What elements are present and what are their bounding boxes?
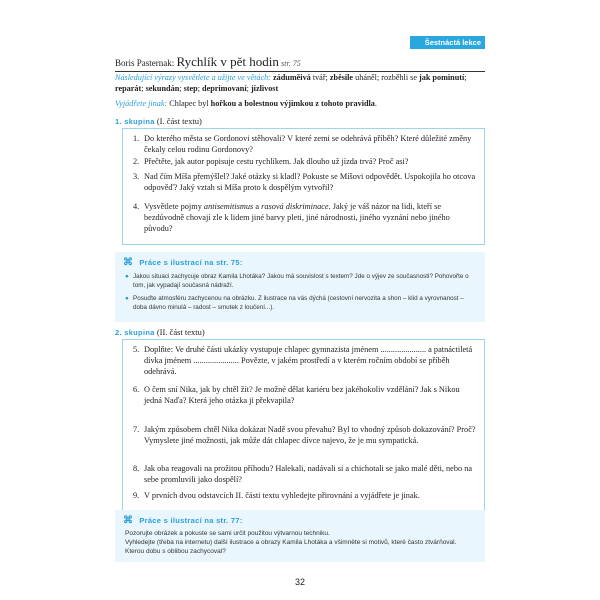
lesson-tag: Šestnáctá lekce — [410, 36, 485, 49]
author: Boris Pasternak: — [115, 58, 175, 68]
vocab-sep: ; — [464, 73, 467, 82]
bullet-icon: ● — [125, 295, 129, 302]
question-text: Jakým způsobem chtěl Nika dokázat Nadě svou převahu? Byl to vhodný způsob dokazování? Proč? Vymyslete jiné možnosti, jak může dát chlapec dívce najevo, že je mu sympatická. — [144, 425, 476, 445]
illustration-heading-text: Práce s ilustrací na str. 77: — [139, 516, 243, 525]
question-number: 7. — [133, 425, 140, 434]
question-number: 6. — [133, 385, 140, 394]
group2-label: 2. skupina — [115, 328, 155, 337]
group1-label: 1. skupina — [115, 117, 155, 126]
vocab-sep: ; — [246, 84, 251, 93]
question-text: Přečtěte, jak autor popisuje cestu rychlíkem. Jak dlouho už jízda trvá? Proč asi? — [144, 157, 409, 166]
group2-part: (II. část textu) — [154, 327, 205, 337]
command-icon: ⌘ — [123, 515, 134, 526]
question-text: Jak oba reagovali na prožitou příhodu? Halekali, nadávali si a chichotali se jako malé děti, nebo na sebe promluvili jako dospělí? — [144, 464, 473, 484]
question-text — [144, 202, 479, 234]
vocab-word: záduměivá — [273, 73, 311, 82]
vocab-sep: uháněl; rozběhli se — [353, 73, 420, 82]
q4-term: rasová diskriminace — [261, 202, 329, 211]
question-text: V prvních dvou odstavcích II. části textu vyhledejte přirovnání a vyjádřete je jinak. — [144, 491, 420, 500]
vocabulary-task — [115, 72, 485, 94]
rephrase-end: . — [374, 99, 377, 108]
vocab-sep: tvář; — [310, 73, 330, 82]
group1-heading — [115, 116, 202, 126]
rephrase-bold: hořkou a bolestnou výjimkou z tohoto pravidla — [210, 99, 375, 108]
question-text: Nad čím Míša přemýšlel? Jaké otázky si kladl? Pokuste se Míšovi odpovědět. Uspokojila ho otcova odpověď? Jaký vztah si Míša proto k dospělým vytvořil? — [144, 172, 476, 192]
question-number: 8. — [133, 464, 140, 473]
illustration-heading-77 — [123, 515, 243, 526]
question-number: 9. — [133, 491, 140, 500]
vocabulary-task-label: Následující výrazy vysvětlete a užijte ve větách: — [115, 73, 271, 82]
illustration-heading-text: Práce s ilustrací na str. 75: — [139, 258, 243, 267]
bullet-text: Posuďte atmosféru zachycenou na obrázku. Z ilustrace na vás dýchá (cestovní nervozita a shon – klid a vyrovnanost – doba dávno minulá – radost – smutek z loučení...). — [133, 295, 464, 311]
command-icon: ⌘ — [123, 257, 134, 268]
group1-part: (I. část textu) — [154, 116, 202, 126]
question-number: 2. — [133, 157, 140, 166]
vocab-sep: ; — [197, 84, 203, 93]
bullet-text: Jakou situaci zachycuje obraz Kamila Lhotáka? Jakou má souvislost s textem? Jde o výjev ze současnosti? Pohovořte o tom, jak vypadají současná nádraží. — [133, 273, 469, 289]
rephrase-task — [115, 98, 485, 109]
question-text: O čem sní Nika, jak by chtěl žít? Je možné dělat kariéru bez jakéhokoliv vzdělání? Jak s Nikou jedná Naďa? Která jeho otázka ji překvapila? — [144, 385, 460, 405]
group2-heading — [115, 327, 205, 337]
question-number: 4. — [133, 202, 140, 211]
bullet-icon: ● — [125, 273, 129, 280]
q4-text-c: . Jaký je váš názor na lidi, kteří se bezdůvodně chovají zle k lidem jiné barvy pleti, jiné národnosti, jiného vyznání nebo jiného původu? — [144, 202, 450, 233]
q4-text-a: Vysvětlete pojmy — [144, 202, 204, 211]
q4-term: antisemitismus — [203, 202, 254, 211]
vocab-sep: ; — [141, 84, 146, 93]
question-number: 3. — [133, 172, 140, 181]
illustration-text: Pozorujte obrázek a pokuste se sami určit použitou výtvarnou techniku. — [125, 530, 330, 537]
illustration-box-77 — [115, 510, 485, 562]
q4-text-b: a — [253, 202, 262, 211]
reading-title — [115, 55, 485, 72]
group1-question-box — [122, 128, 485, 245]
question-number: 1. — [133, 134, 140, 143]
question-number: 5. — [133, 345, 140, 354]
rephrase-task-label: Vyjádřete jinak: — [115, 99, 168, 108]
page-number: 32 — [294, 577, 305, 587]
illustration-heading-75 — [123, 257, 243, 268]
vocab-word: jak pominutí — [419, 73, 465, 82]
vocab-word: reparát — [115, 84, 142, 93]
question-text: Doplňte: Ve druhé části ukázky vystupuje chlapec gymnazista jménem ...................... a patnáctiletá dívka jménem ...................... Povězte, v jakém prostředí a v kterém ročním období se příběh odehrává. — [144, 345, 473, 376]
vocab-sep: ; — [179, 84, 184, 93]
question-text: Do kterého města se Gordonovi stěhovali? V které zemi se odehrává příběh? Které důležité změny čekaly celou rodinu Gordonovy? — [144, 134, 472, 154]
rephrase-text: Chlapec byl — [167, 99, 211, 108]
page-reference: str. 75 — [281, 59, 301, 68]
work-title: Rychlík v pět hodin — [176, 54, 279, 69]
illustration-text: Vyhledejte (třeba na internetu) další ilustrace a obrazy Kamila Lhotáka a všimněte si motivů, které často ztvárňoval. Kterou dobu s oblibou zachycoval? — [125, 539, 457, 555]
vocab-word: deprimovaní — [202, 84, 247, 93]
illustration-box-75 — [115, 252, 485, 322]
vocab-word: zběsile — [329, 73, 354, 82]
vocab-word: step — [183, 84, 198, 93]
vocab-word: jízlivost — [250, 84, 279, 93]
vocab-word: sekundán — [145, 84, 180, 93]
